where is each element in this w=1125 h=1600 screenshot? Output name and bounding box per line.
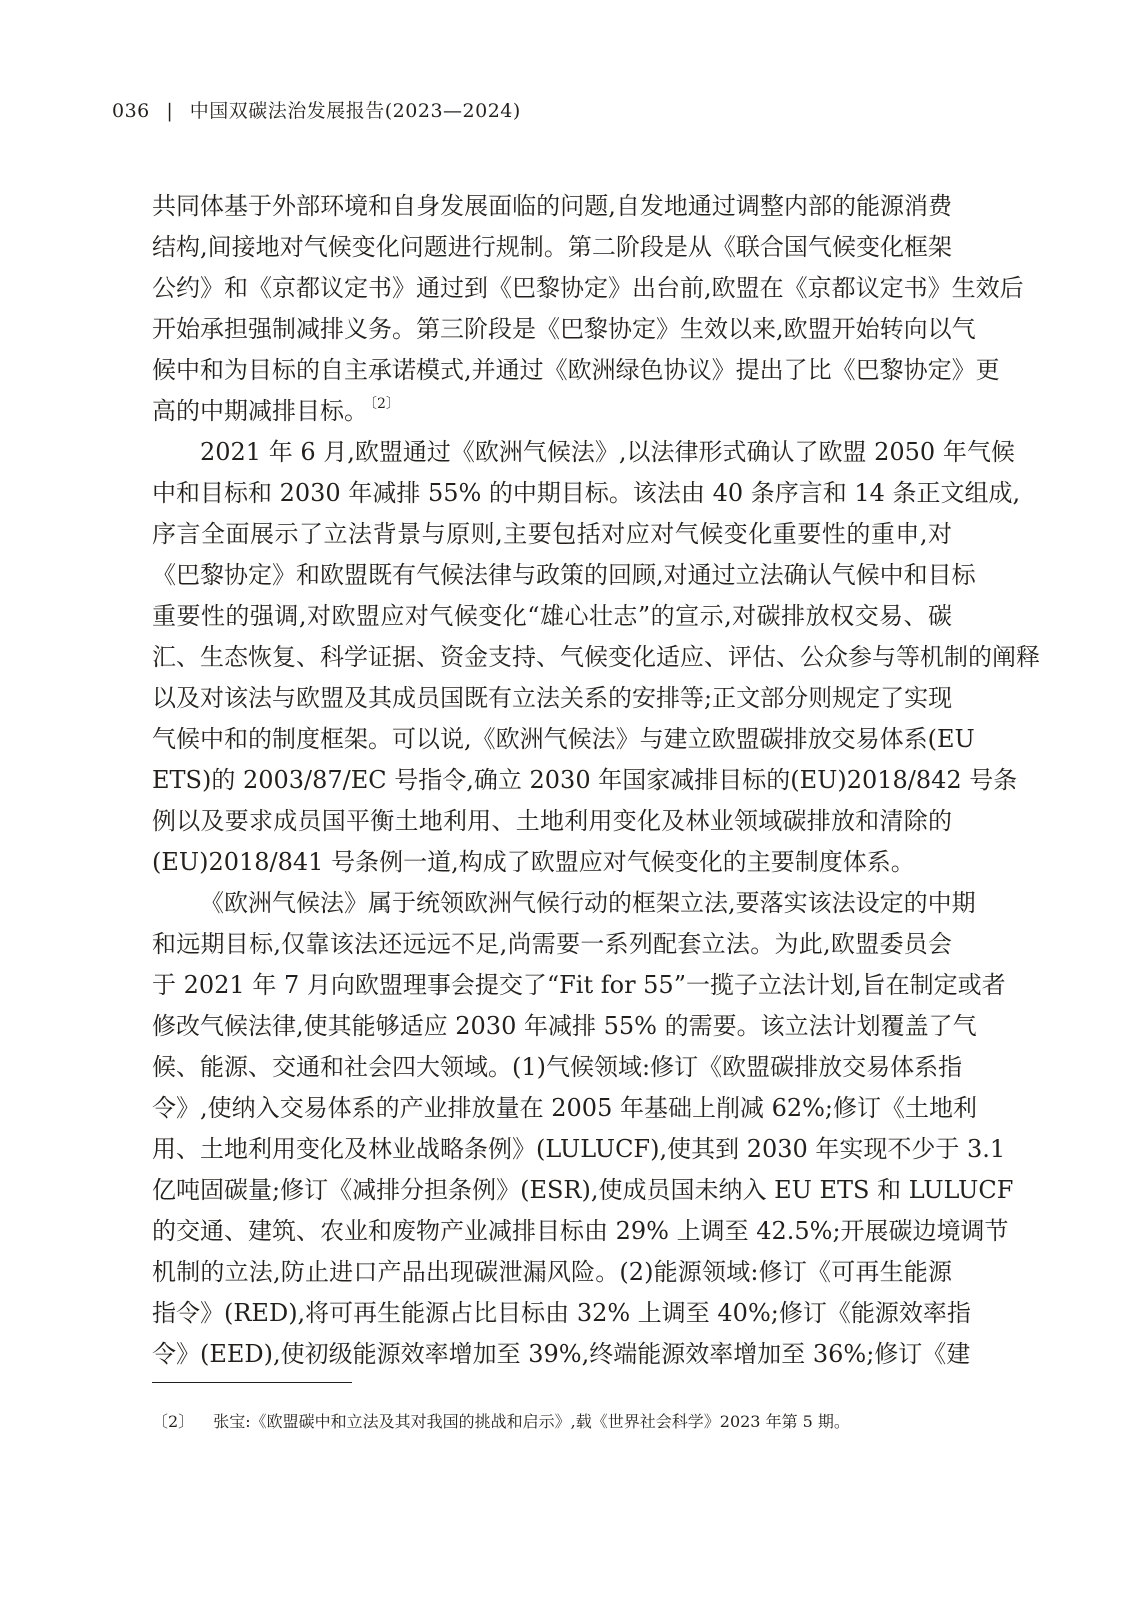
footnote-text: 张宝:《欧盟碳中和立法及其对我国的挑战和启示》,载《世界社会科学》2023 年第 5 期。 xyxy=(213,1412,850,1431)
footnote-reference[interactable]: 〔2〕 xyxy=(370,396,400,412)
paragraph-3 xyxy=(152,883,1014,1375)
text-line: (EU)2018/841 号条例一道,构成了欧盟应对气候变化的主要制度体系。 xyxy=(152,848,915,876)
text-line: 气候中和的制度框架。可以说,《欧洲气候法》与建立欧盟碳排放交易体系(EU xyxy=(152,725,975,753)
text-line: 用、土地利用变化及林业战略条例》(LULUCF),使其到 2030 年实现不少于 3.1 xyxy=(152,1135,1006,1163)
text-line: 候中和为目标的自主承诺模式,并通过《欧洲绿色协议》提出了比《巴黎协定》更 xyxy=(152,356,1000,384)
text-line: 修改气候法律,使其能够适应 2030 年减排 55% 的需要。该立法计划覆盖了气 xyxy=(152,1012,977,1040)
footnote-mark: 〔2〕 xyxy=(152,1412,195,1431)
footnote xyxy=(152,1409,850,1432)
text-line: 指令》(RED),将可再生能源占比目标由 32% 上调至 40%;修订《能源效率指 xyxy=(152,1299,971,1327)
running-header xyxy=(112,96,521,123)
paragraph-1 xyxy=(152,186,1024,432)
text-line: 《欧洲气候法》属于统领欧洲气候行动的框架立法,要落实该法设定的中期 xyxy=(200,889,976,917)
text-line: 令》,使纳入交易体系的产业排放量在 2005 年基础上削减 62%;修订《土地利 xyxy=(152,1094,978,1122)
book-title: 中国双碳法治发展报告(2023—2024) xyxy=(189,100,521,122)
text-line: 结构,间接地对气候变化问题进行规制。第二阶段是从《联合国气候变化框架 xyxy=(152,233,952,261)
text-line: 《巴黎协定》和欧盟既有气候法律与政策的回顾,对通过立法确认气候中和目标 xyxy=(152,561,976,589)
text-line: 例以及要求成员国平衡土地利用、土地利用变化及林业领域碳排放和清除的 xyxy=(152,807,952,835)
text-line: 令》(EED),使初级能源效率增加至 39%,终端能源效率增加至 36%;修订《建 xyxy=(152,1340,971,1368)
text-line-content: 高的中期减排目标。 xyxy=(152,397,368,425)
text-line: 汇、生态恢复、科学证据、资金支持、气候变化适应、评估、公众参与等机制的阐释 xyxy=(152,643,1040,671)
text-line: 重要性的强调,对欧盟应对气候变化“雄心壮志”的宣示,对碳排放权交易、碳 xyxy=(152,602,952,630)
text-line: 机制的立法,防止进口产品出现碳泄漏风险。(2)能源领域:修订《可再生能源 xyxy=(152,1258,952,1286)
body-text xyxy=(152,186,1040,1375)
footnote-divider xyxy=(152,1382,352,1383)
text-line: 开始承担强制减排义务。第三阶段是《巴黎协定》生效以来,欧盟开始转向以气 xyxy=(152,315,976,343)
text-line: 共同体基于外部环境和自身发展面临的问题,自发地通过调整内部的能源消费 xyxy=(152,192,952,220)
paragraph-2 xyxy=(152,432,1040,883)
text-line: 和远期目标,仅靠该法还远远不足,尚需要一系列配套立法。为此,欧盟委员会 xyxy=(152,930,952,958)
header-separator: | xyxy=(166,100,174,122)
text-line: 2021 年 6 月,欧盟通过《欧洲气候法》,以法律形式确认了欧盟 2050 年气候 xyxy=(200,438,1015,466)
text-line: ETS)的 2003/87/EC 号指令,确立 2030 年国家减排目标的(EU)2018/842 号条 xyxy=(152,766,1018,794)
text-line xyxy=(152,391,952,432)
text-line: 中和目标和 2030 年减排 55% 的中期目标。该法由 40 条序言和 14 条正文组成, xyxy=(152,479,1021,507)
text-line: 于 2021 年 7 月向欧盟理事会提交了“Fit for 55”一揽子立法计划,旨在制定或者 xyxy=(152,971,1006,999)
text-line: 公约》和《京都议定书》通过到《巴黎协定》出台前,欧盟在《京都议定书》生效后 xyxy=(152,274,1024,302)
text-line: 以及对该法与欧盟及其成员国既有立法关系的安排等;正文部分则规定了实现 xyxy=(152,684,953,712)
text-line: 的交通、建筑、农业和废物产业减排目标由 29% 上调至 42.5%;开展碳边境调节 xyxy=(152,1217,1009,1245)
text-line: 候、能源、交通和社会四大领域。(1)气候领域:修订《欧盟碳排放交易体系指 xyxy=(152,1053,963,1081)
text-line: 亿吨固碳量;修订《减排分担条例》(ESR),使成员国未纳入 EU ETS 和 LULUCF xyxy=(152,1176,1014,1204)
page-number: 036 xyxy=(112,100,150,122)
text-line: 序言全面展示了立法背景与原则,主要包括对应对气候变化重要性的重申,对 xyxy=(152,520,952,548)
